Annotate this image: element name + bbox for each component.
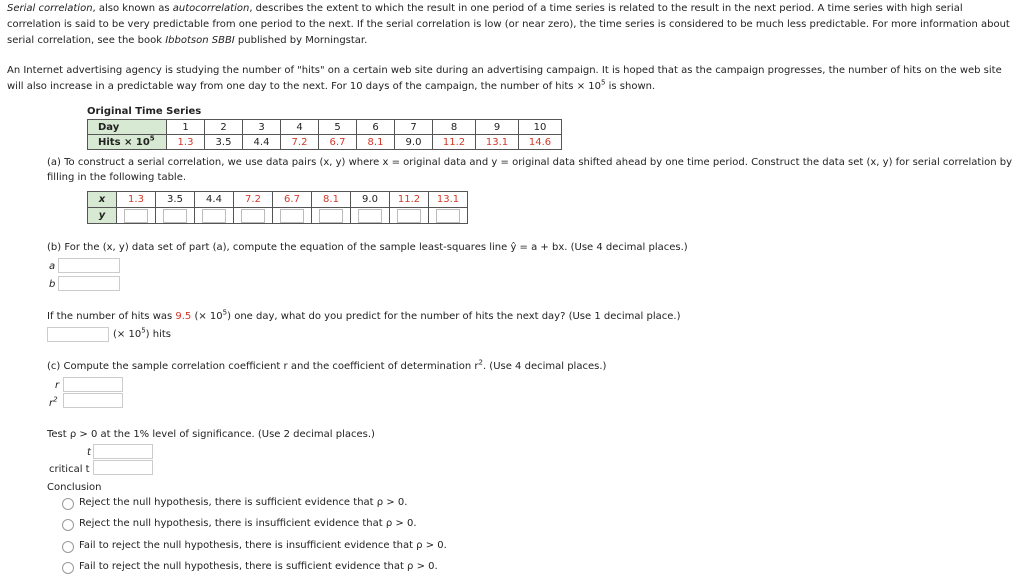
part-c-text	[47, 358, 607, 372]
y-cell	[273, 208, 312, 224]
problem-text-2: is shown.	[605, 81, 656, 92]
hits-cell: 13.1	[476, 135, 519, 150]
predict-text-3: ) one day, what do you predict for the number of hits the next day? (Use 1 decimal place.)	[227, 311, 681, 322]
x-row	[88, 192, 468, 208]
r-label: r	[55, 380, 60, 391]
t-input[interactable]	[93, 444, 153, 459]
intro-term: Serial correlation	[7, 3, 93, 14]
day-cell: 2	[205, 120, 243, 135]
y-row	[88, 208, 468, 224]
hits-row	[88, 135, 562, 150]
test-text: Test ρ > 0 at the 1% level of significance. (Use 2 decimal places.)	[47, 429, 375, 440]
day-cell: 5	[319, 120, 357, 135]
day-row	[88, 120, 562, 135]
y-cell	[390, 208, 429, 224]
x-cell: 8.1	[312, 192, 351, 208]
critical-t-label: critical t	[49, 464, 90, 475]
conclusion-option-4[interactable]: Fail to reject the null hypothesis, there is sufficient evidence that ρ > 0.	[79, 561, 438, 572]
y-input[interactable]	[280, 209, 304, 223]
hits-label: Hits × 10	[98, 136, 150, 148]
y-cell	[195, 208, 234, 224]
table1-title: Original Time Series	[87, 106, 202, 117]
r-input[interactable]	[63, 377, 123, 392]
day-cell: 6	[357, 120, 395, 135]
predict-exp: 5	[222, 308, 228, 317]
day-cell: 10	[519, 120, 562, 135]
unit-text-1: (× 10	[113, 329, 142, 340]
hits-cell: 9.0	[395, 135, 433, 150]
y-input[interactable]	[163, 209, 187, 223]
y-header: y	[88, 208, 117, 224]
hits-cell: 6.7	[319, 135, 357, 150]
original-time-series-table	[87, 119, 562, 150]
conclusion-label: Conclusion	[47, 482, 102, 493]
y-input[interactable]	[436, 209, 460, 223]
conclusion-radio-4[interactable]	[62, 562, 74, 574]
predict-text-2: (× 10	[191, 311, 223, 322]
r2-label	[49, 395, 58, 409]
critical-t-input[interactable]	[93, 460, 153, 475]
b-input[interactable]	[58, 276, 120, 291]
intro-text-1: , also known as	[92, 3, 173, 14]
intro-book: Ibbotson SBBI	[165, 35, 235, 46]
conclusion-option-2[interactable]: Reject the null hypothesis, there is insufficient evidence that ρ > 0.	[79, 518, 417, 529]
y-cell	[312, 208, 351, 224]
hits-cell: 8.1	[357, 135, 395, 150]
conclusion-radio-1[interactable]	[62, 498, 74, 510]
t-label: t	[87, 447, 91, 458]
day-cell: 9	[476, 120, 519, 135]
conclusion-option-3[interactable]: Fail to reject the null hypothesis, there is insufficient evidence that ρ > 0.	[79, 540, 447, 551]
x-cell: 3.5	[156, 192, 195, 208]
conclusion-radio-2[interactable]	[62, 519, 74, 531]
y-input[interactable]	[397, 209, 421, 223]
unit-exp: 5	[141, 326, 146, 335]
serial-pairs-table	[87, 191, 468, 224]
predict-value: 9.5	[175, 311, 192, 322]
intro-paragraph	[7, 1, 1019, 49]
hits-cell: 4.4	[243, 135, 281, 150]
x-cell: 4.4	[195, 192, 234, 208]
hits-cell: 7.2	[281, 135, 319, 150]
hits-exp: 5	[149, 134, 155, 143]
x-cell: 9.0	[351, 192, 390, 208]
hits-unit	[113, 326, 171, 340]
hits-header	[88, 135, 167, 150]
intro-text-2: , describes the extent to which the result in one period of a time series is related to the result in the next period. A time series with high serial correlation is said to be very predictable from one period to the next. If the serial correlation is low (or near zero), the time series is considered to be much less predictable. For more information about serial correlation, see the book	[7, 3, 1010, 46]
day-cell: 4	[281, 120, 319, 135]
hits-cell: 11.2	[433, 135, 476, 150]
problem-exp: 5	[600, 78, 606, 87]
part-b-text: (b) For the (x, y) data set of part (a), compute the equation of the sample least-squares line ŷ = a + bx. (Use 4 decimal places.)	[47, 242, 688, 253]
conclusion-radio-3[interactable]	[62, 541, 74, 553]
predict-text-1: If the number of hits was	[47, 311, 176, 322]
r2-input[interactable]	[63, 393, 123, 408]
a-input[interactable]	[58, 258, 120, 273]
conclusion-option-1[interactable]: Reject the null hypothesis, there is sufficient evidence that ρ > 0.	[79, 497, 408, 508]
y-cell	[156, 208, 195, 224]
day-header: Day	[88, 120, 167, 135]
x-cell: 13.1	[429, 192, 468, 208]
y-cell	[117, 208, 156, 224]
intro-term-2: autocorrelation	[172, 3, 250, 14]
r2-exp: 2	[53, 395, 58, 404]
y-cell	[429, 208, 468, 224]
day-cell: 1	[167, 120, 205, 135]
part-c-text-1: (c) Compute the sample correlation coefficient r and the coefficient of determination r	[47, 361, 479, 372]
b-label: b	[49, 279, 56, 290]
intro-text-3: published by Morningstar.	[234, 35, 368, 46]
y-input[interactable]	[124, 209, 148, 223]
hits-cell: 14.6	[519, 135, 562, 150]
predict-text	[47, 308, 681, 322]
day-cell: 3	[243, 120, 281, 135]
part-c-exp: 2	[478, 358, 483, 367]
day-cell: 7	[395, 120, 433, 135]
day-cell: 8	[433, 120, 476, 135]
y-cell	[351, 208, 390, 224]
y-input[interactable]	[319, 209, 343, 223]
y-input[interactable]	[358, 209, 382, 223]
hits-cell: 1.3	[167, 135, 205, 150]
y-input[interactable]	[202, 209, 226, 223]
part-c-text-2: . (Use 4 decimal places.)	[482, 361, 607, 372]
problem-paragraph	[7, 63, 1019, 95]
x-cell: 11.2	[390, 192, 429, 208]
prediction-input[interactable]	[47, 327, 109, 342]
a-label: a	[49, 261, 56, 272]
y-cell	[234, 208, 273, 224]
y-input[interactable]	[241, 209, 265, 223]
x-cell: 6.7	[273, 192, 312, 208]
problem-text-1: An Internet advertising agency is studying the number of "hits" on a certain web site during an advertising campaign. It is hoped that as the campaign progresses, the number of hits on the web site will also increase in a predictable way from one day to the next. For 10 days of the campaign, the number of hits × 10	[7, 65, 1002, 92]
x-cell: 1.3	[117, 192, 156, 208]
x-header: x	[88, 192, 117, 208]
unit-text-2: ) hits	[145, 329, 171, 340]
part-a-text: (a) To construct a serial correlation, we use data pairs (x, y) where x = original data and y = original data shifted ahead by one time period. Construct the data set (x, y) for serial correlation by filling in the following table.	[47, 157, 1013, 183]
r2-letter: r	[49, 398, 54, 409]
x-cell: 7.2	[234, 192, 273, 208]
hits-cell: 3.5	[205, 135, 243, 150]
